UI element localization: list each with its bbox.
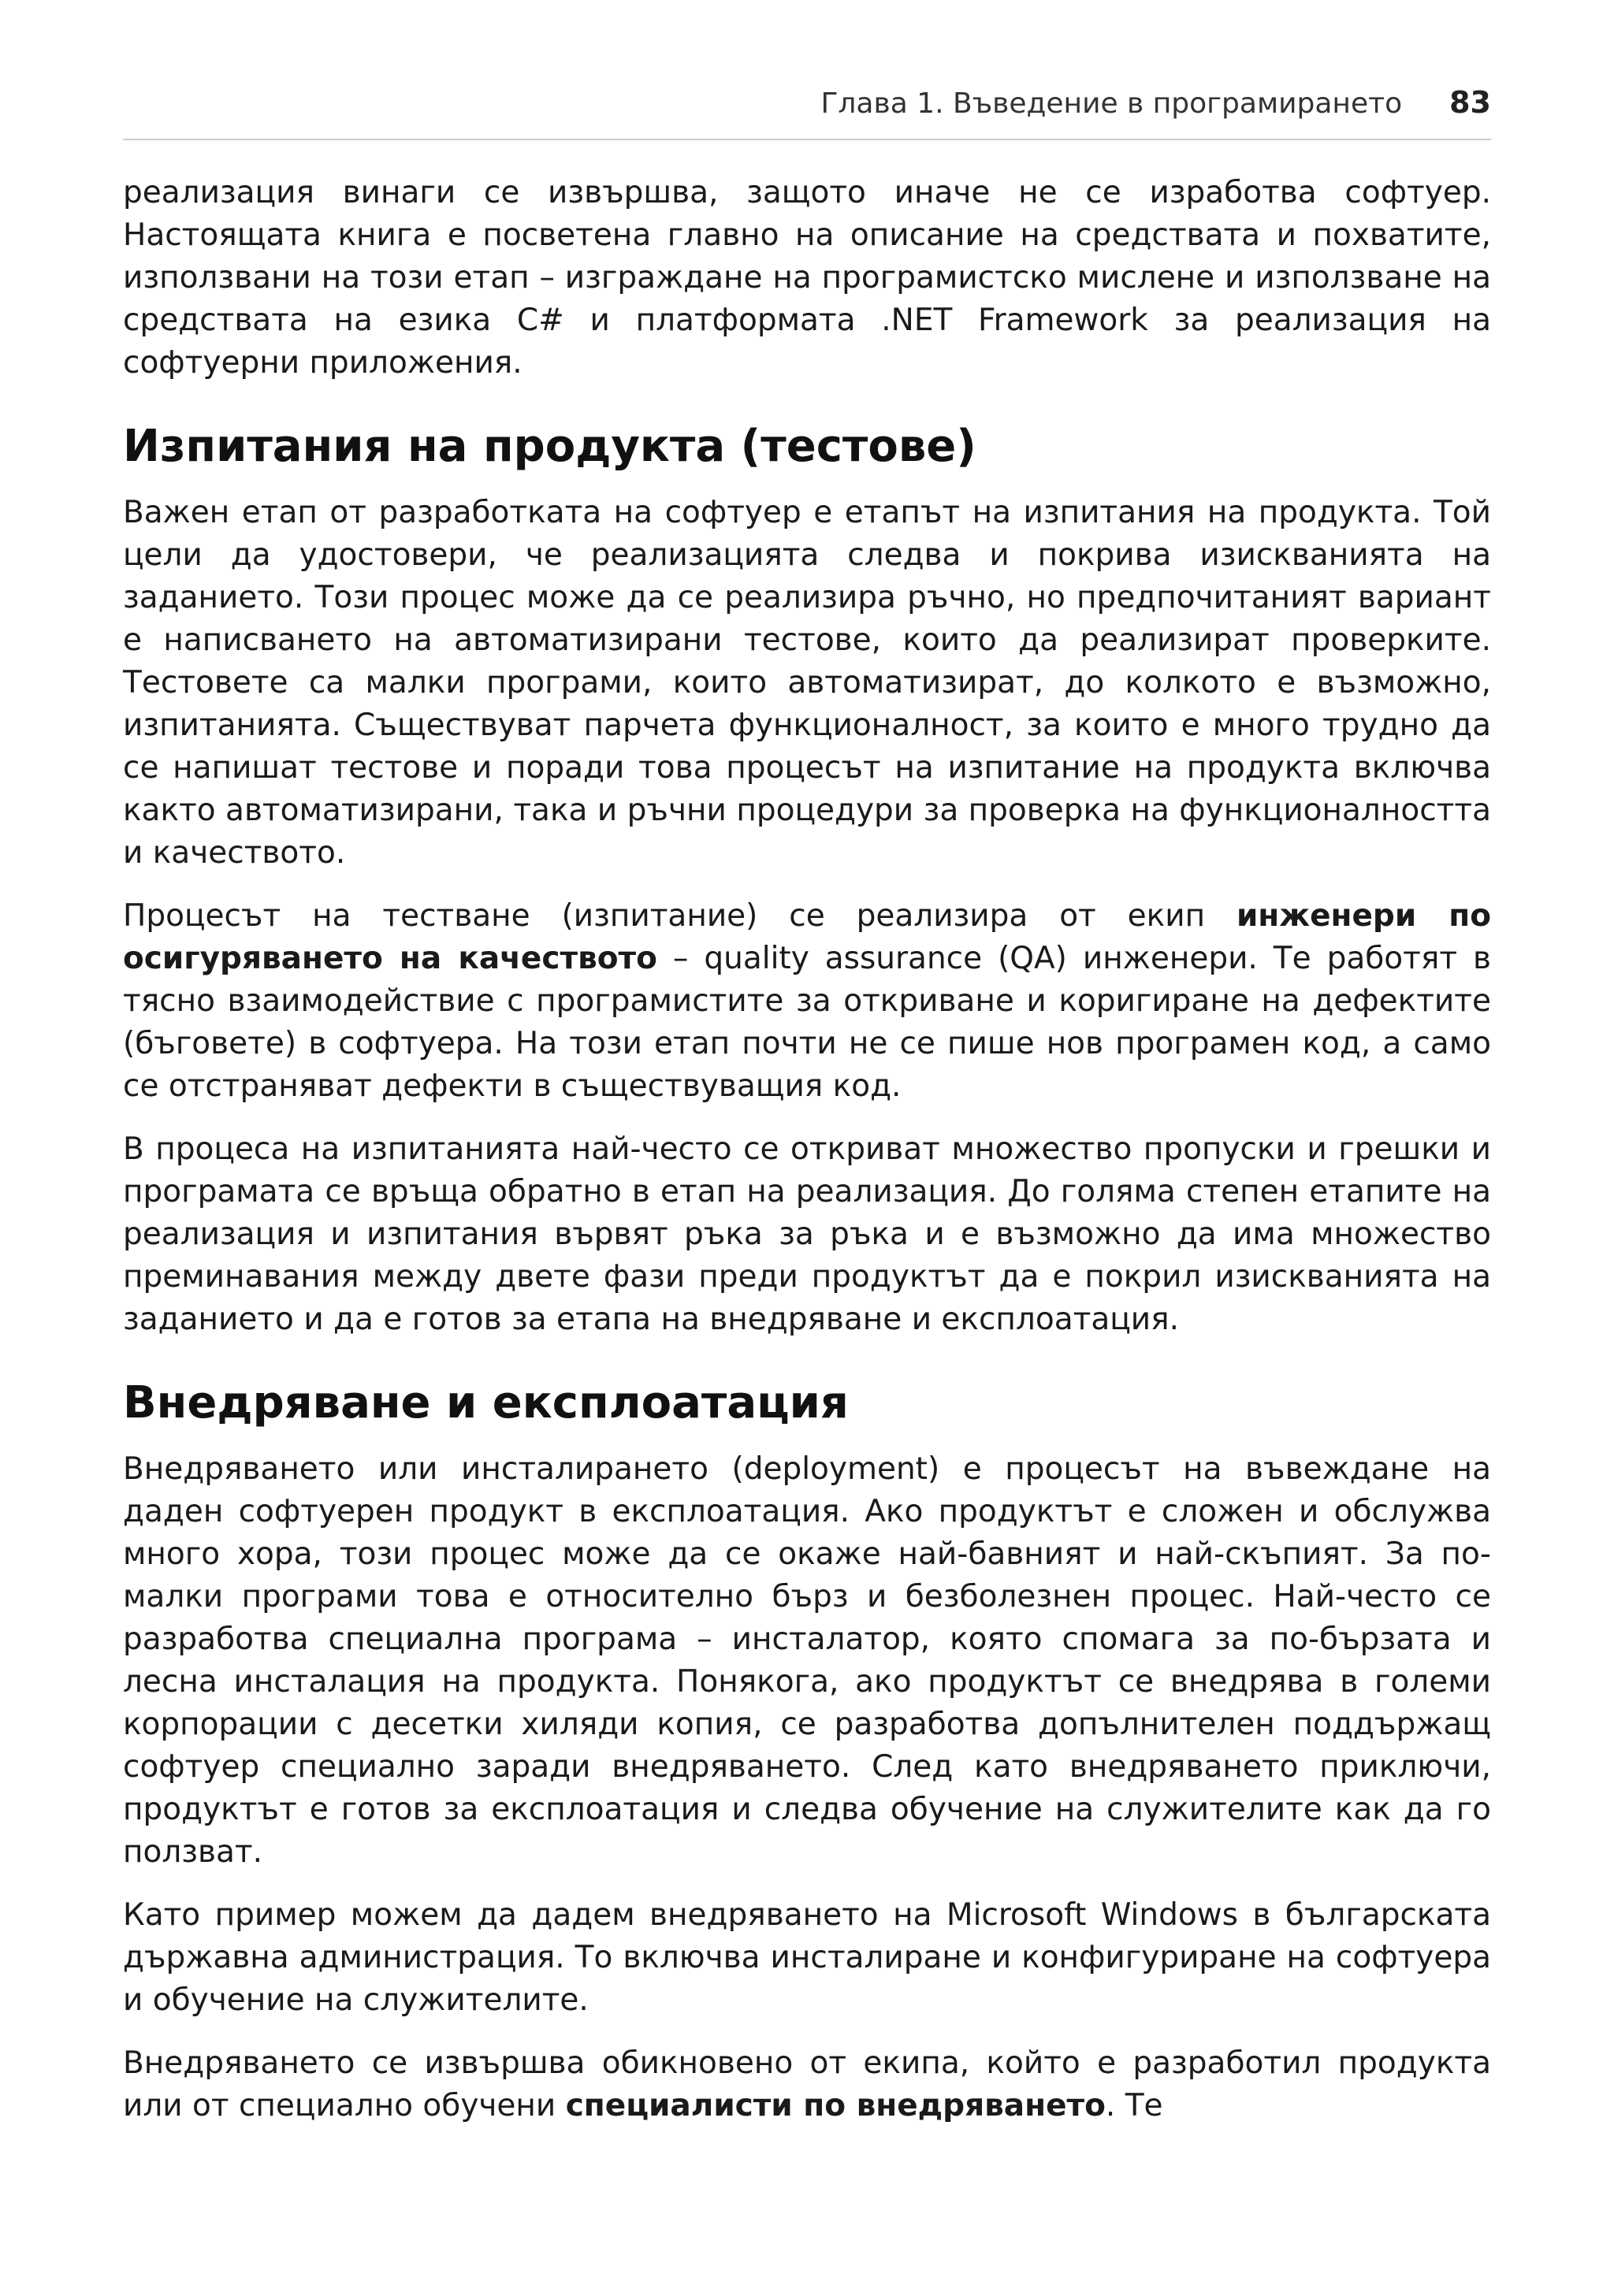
section-heading-deployment: Внедряване и експлоатация [123,1377,849,1428]
text-run: – quality assurance (QA) инженери. Те работят в тясно взаимодействие с програмистите за откриване и коригиране на дефектите (бъговете) в софтуера. На този етап почти не се пише нов програмен код, а само се отстраняват дефекти в съществуващия код. [123,941,1491,1104]
bold-term-deployment-specialists: специалисти по внедряването [565,2088,1106,2123]
running-header [123,85,1491,123]
testing-paragraph-3: В процеса на изпитанията най-често се откриват множество пропуски и грешки и програмата се връща обратно в етап на реализация. До голяма степен етапите на реализация и изпитания вървят ръка за ръка и е възможно да има множество преминавания между двете фази преди продуктът да е покрил изискванията на заданието и да е готов за етапа на внедряване и експлоатация. [123,1131,1491,1337]
header-divider [123,139,1491,140]
deployment-paragraph-3 [123,2042,1491,2127]
page-body [123,172,1491,2148]
page-number: 83 [1449,85,1491,120]
bold-term-qa-engineers: инженери по осигуряването на качеството [123,898,1491,976]
text-run: Процесът на тестване (изпитание) се реализира от екип [123,898,1237,934]
deployment-paragraph-1: Внедряването или инсталирането (deployment) е процесът на въвеждане на даден софтуерен продукт в експлоатация. Ако продуктът е сложен и обслужва много хора, този процес може да се окаже най-бавният и най-скъпият. За по-малки програми това е относително бърз и безболезнен процес. Най-често се разработва специална програма – инсталатор, която спомага за по-бързата и лесна инсталация на продукта. Понякога, ако продуктът се внедрява в големи корпорации с десетки хиляди копия, се разработва допълнителен поддържащ софтуер специално заради внедряването. След като внедряването приключи, продуктът е готов за експлоатация и следва обучение на служителите как да го ползват. [123,1451,1491,1870]
section-heading-testing: Изпитания на продукта (тестове) [123,421,976,472]
intro-paragraph: реализация винаги се извършва, защото иначе не се изработва софтуер. Настоящата книга е посветена главно на описание на средствата и похватите, използвани на този етап – изграждане на програмистско мислене и използване на средствата на езика C# и платформата .NET Framework за реализация на софтуерни приложения. [123,175,1491,381]
text-run: . Те [1105,2088,1163,2123]
text-run: Внедряването се извършва обикновено от екипа, който е разработил продукта или от специално обучени [123,2045,1491,2123]
testing-paragraph-1: Важен етап от разработката на софтуер е етапът на изпитания на продукта. Той цели да удостовери, че реализацията следва и покрива изискванията на заданието. Този процес може да се реализира ръчно, но предпочитаният вариант е написването на автоматизирани тестове, които да реализират проверките. Тестовете са малки програми, които автоматизират, до колкото е възможно, изпитанията. Съществуват парчета функционалност, за които е много трудно да се напишат тестове и поради това процесът на изпитание на продукта включва както автоматизирани, така и ръчни процедури за проверка на функционалността и качеството. [123,495,1491,871]
testing-paragraph-2 [123,895,1491,1108]
deployment-paragraph-2: Като пример можем да дадем внедряването на Microsoft Windows в българската държавна администрация. То включва инсталиране и конфигуриране на софтуера и обучение на служителите. [123,1897,1491,2018]
chapter-title: Глава 1. Въведение в програмирането [820,87,1403,120]
